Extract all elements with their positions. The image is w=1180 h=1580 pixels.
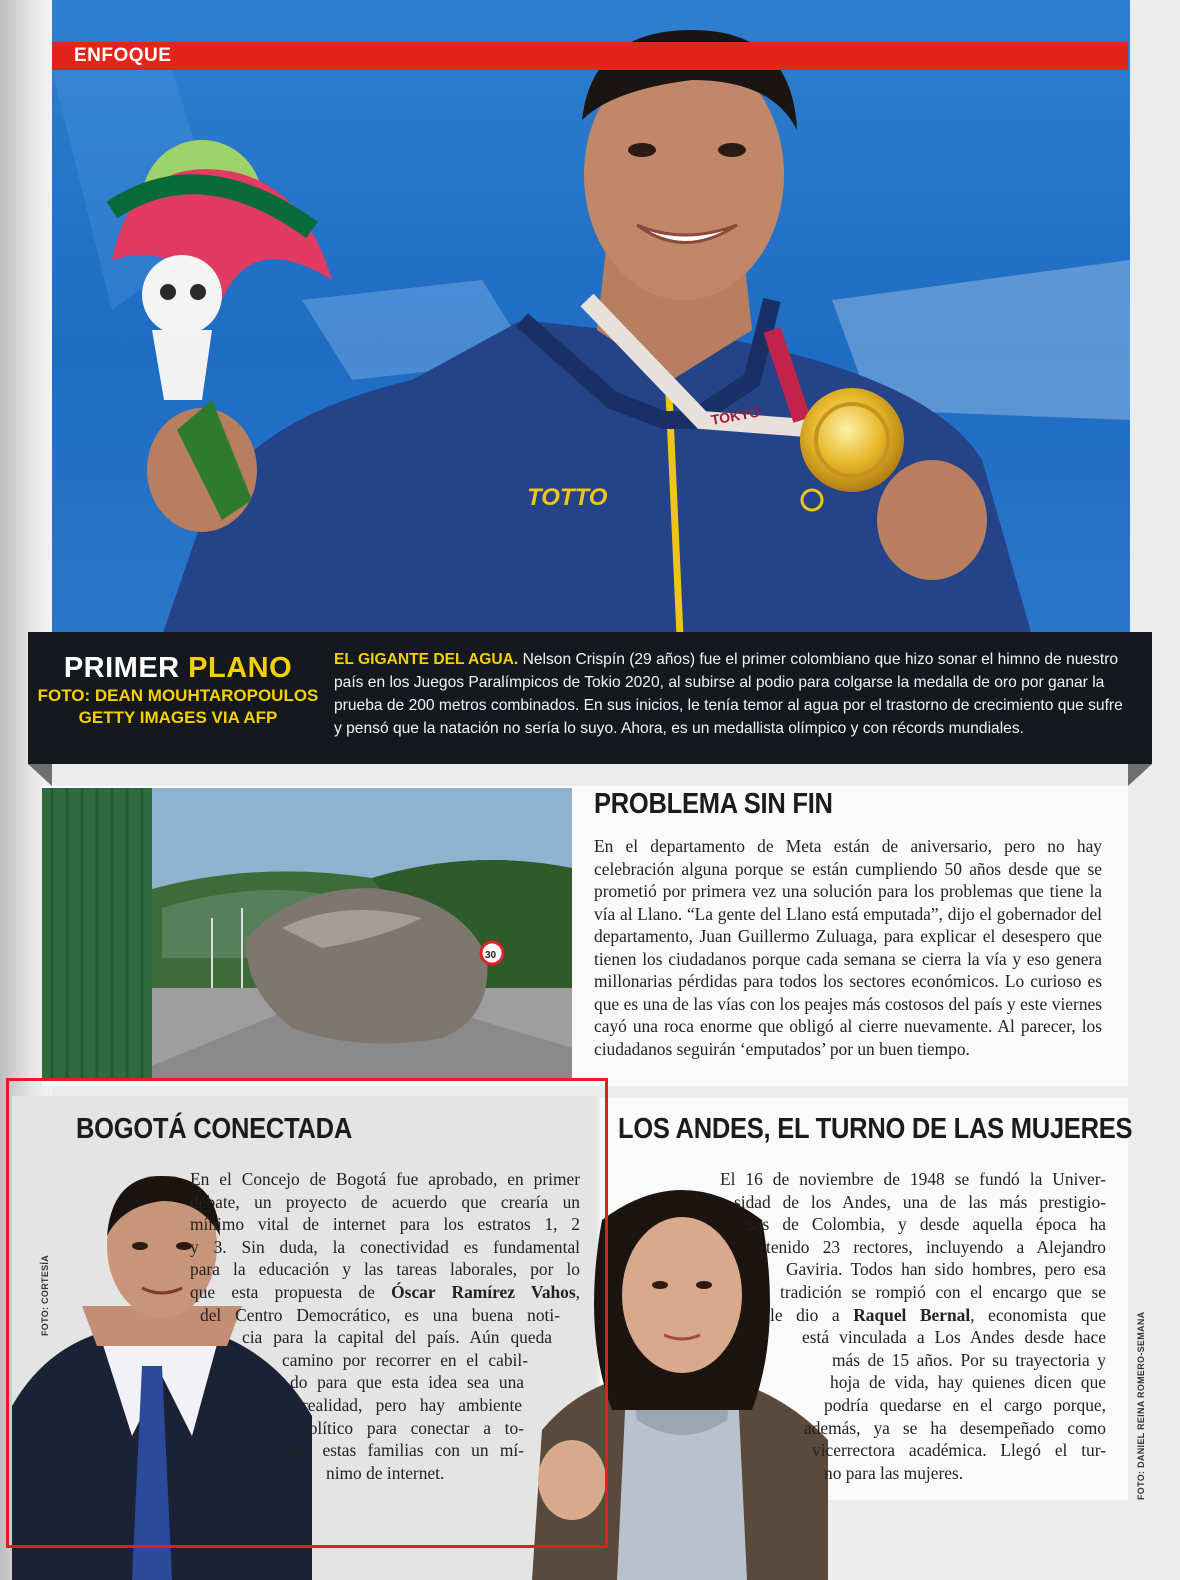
banner-caption-body: Nelson Crispín (29 años) fue el primer colombiano que hizo sonar el himno de nuestro país en los Juegos Paralímpicos de Tokio 2020, al subirse al podio para colgarse la medalla de oro por ganar la prueba de 200 metros combinados. En sus inicios, le tenía temor al agua por el trastorno de crecimiento que sufre y pensó que la natación no sería lo suyo. Ahora, es un medallista olímpico y con récords mundiales. [334,651,1123,737]
andes-line-with-name: le dio a Raquel Bernal, economista que [770,1304,1106,1325]
banner-fold-left [28,764,52,786]
bogota-line: cia para la capital del país. Aún queda [242,1327,552,1348]
andes-line: podría quedarse en el cargo porque, [824,1394,1106,1415]
article-title-andes: LOS ANDES, EL TURNO DE LAS MUJERES [618,1113,1133,1145]
andes-line: vicerrectora académica. Llegó el tur- [812,1440,1106,1461]
bogota-line-with-name: que esta propuesta de Óscar Ramírez Vahos, [190,1281,581,1302]
photo-credit-cortesia: FOTO: CORTESÍA [40,1254,50,1336]
red-highlight-box [6,1078,608,1548]
banner-caption [334,648,1134,740]
andes-line: está vinculada a Los Andes desde hace [802,1327,1106,1348]
speed-sign-text: 30 [485,950,497,961]
bogota-line: do para que esta idea sea una [290,1372,524,1393]
andes-line: sidad de los Andes, una de las más prestigio- [734,1191,1106,1212]
andes-line: sas de Colombia, y desde aquella época ha [748,1214,1106,1235]
banner-fold-right [1128,764,1152,786]
person-name-bold: Raquel Bernal [853,1304,971,1325]
bogota-line: realidad, pero hay ambiente [302,1394,522,1415]
andes-line: además, ya se ha desempeñado como [804,1417,1106,1438]
bogota-line: mínimo vital de internet para los estratos 1, 2 [190,1214,580,1235]
bogota-line: debate, un proyecto de acuerdo que crearía un [190,1191,580,1212]
jacket-brand-logo: TOTTO [527,484,608,511]
banner-caption-lead: EL GIGANTE DEL AGUA. [334,651,519,668]
article-body-andes [720,1168,1106,1484]
ribbon-text: TOKYO [709,403,762,428]
section-tag-label: ENFOQUE [74,45,172,66]
hero-photo-swimmer [52,0,1130,636]
andes-line: El 16 de noviembre de 1948 se fundó la Univer- [720,1169,1106,1189]
banner-photo-credit-2: GETTY IMAGES VIA AFP [78,708,278,727]
andes-line: Gaviria. Todos han sido hombres, pero esa [786,1259,1106,1280]
andes-line: tradición se rompió con el encargo que se [780,1281,1106,1302]
bogota-line: nimo de internet. [326,1462,445,1483]
article-body-problema: En el departamento de Meta están de aniversario, pero no hay celebración alguna porque se están cumpliendo 50 años desde que se prometió por primera vez una solución para los problemas que tiene la vía al Llano. “La gente del Llano está emputada”, dijo el gobernador del departamento, Juan Guillermo Zuluaga, para explicar el desespero que tienen los ciudadanos porque cada semana se cierra la vía y eso genera millonarias pérdidas para todos los sectores económicos. Lo curioso es que es una de las vías con los peajes más costosos del país y este viernes cayó una roca enorme que obligó al cierre nuevamente. Al parecer, los ciudadanos seguirán ‘emputados’ por un buen tiempo. [594,836,1102,1059]
andes-line: más de 15 años. Por su trayectoria y [832,1349,1106,1370]
bogota-line: camino por recorrer en el cabil- [282,1349,528,1370]
person-name-bold: Óscar Ramírez Vahos [391,1281,576,1302]
photo-caption-banner [28,632,1152,764]
section-tag-bar [52,42,1128,70]
banner-title [28,652,328,685]
bogota-line: para la educación y las tareas laborales, por lo [190,1259,580,1280]
andes-line: no para las mujeres. [824,1462,964,1483]
banner-title-block [28,652,328,729]
article-title-bogota: BOGOTÁ CONECTADA [76,1113,353,1145]
bogota-line: En el Concejo de Bogotá fue aprobado, en primer [190,1169,580,1189]
bogota-line: das estas familias con un mí- [288,1440,524,1461]
photo-fallen-rock-road [42,788,572,1078]
bogota-line: político para conectar a to- [300,1417,524,1438]
andes-line: hoja de vida, hay quienes dicen que [830,1372,1106,1393]
bogota-line: del Centro Democrático, es una buena noti- [200,1304,560,1325]
bogota-line: y 3. Sin duda, la conectividad es fundamental [190,1236,580,1257]
banner-title-part1: PRIMER [63,652,189,684]
banner-photo-credit-1: FOTO: DEAN MOUHTAROPOULOS [37,686,319,705]
banner-title-part2: PLANO [188,652,293,684]
photo-credit-daniel-reina: FOTO: DANIEL REINA ROMERO-SEMANA [1136,1311,1146,1500]
andes-line: tenido 23 rectores, incluyendo a Alejandro [766,1236,1106,1257]
article-title-problema: PROBLEMA SIN FIN [594,788,833,820]
